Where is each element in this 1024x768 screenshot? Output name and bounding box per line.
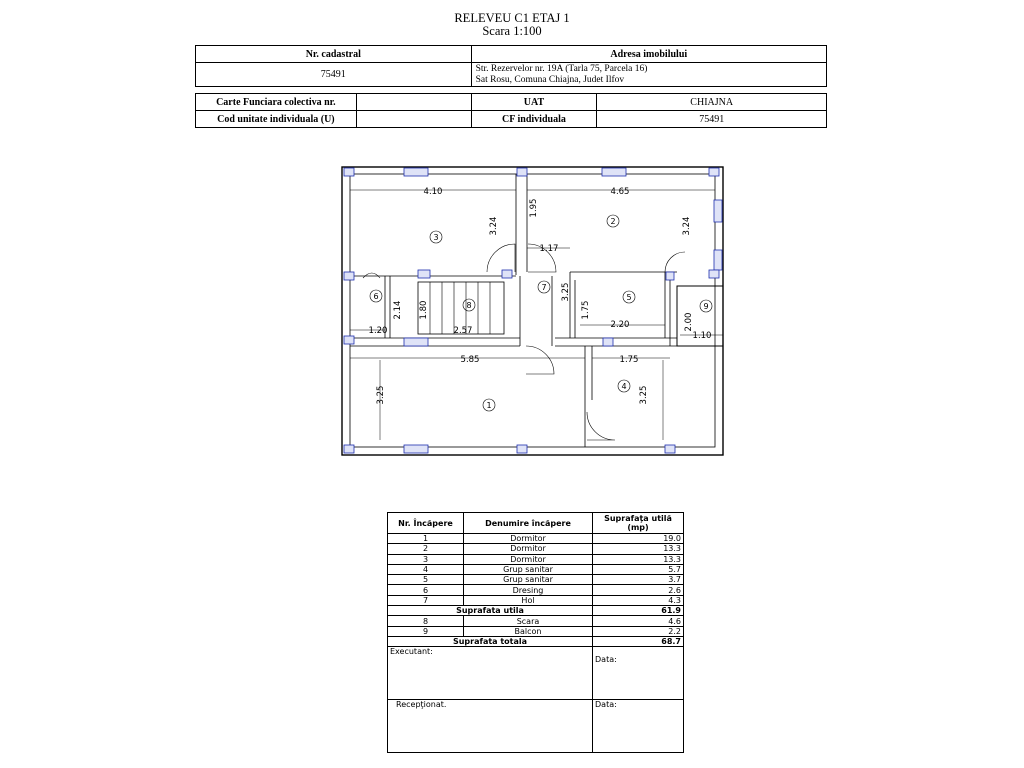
dim-label: 1.10 (692, 331, 712, 341)
address-value (471, 63, 826, 87)
reception-label: Recepţionat. (388, 700, 593, 753)
door-swing (526, 346, 554, 374)
column-block (344, 272, 354, 280)
cadastral-number-label: Nr. cadastral (196, 46, 472, 63)
room-name: Grup sanitar (464, 564, 593, 574)
room-number: 1 (486, 401, 492, 410)
address-label: Adresa imobilului (471, 46, 826, 63)
room-nr: 1 (388, 534, 464, 544)
header-room-number: Nr. Încăpere (388, 513, 464, 534)
room-area: 4.6 (593, 616, 684, 626)
column-block (666, 272, 674, 280)
room-name: Dormitor (464, 534, 593, 544)
room-number: 3 (433, 233, 439, 242)
column-block (344, 445, 354, 453)
table-row (388, 626, 684, 636)
floor-plan (330, 160, 730, 465)
executant-label: Executant: (388, 647, 593, 700)
address-line-1: Str. Rezervelor nr. 19A (Tarla 75, Parcela 16) (475, 63, 648, 74)
room-area: 5.7 (593, 564, 684, 574)
unit-code-label: Cod unitate individuala (U) (196, 111, 357, 128)
dim-label: 3.25 (561, 282, 571, 302)
dim-label: 2.20 (610, 320, 630, 330)
dim-label: 2.14 (393, 300, 403, 320)
door-swing (665, 252, 685, 272)
dim-label: 1.20 (368, 326, 388, 336)
room-nr: 3 (388, 554, 464, 564)
useful-area-value: 61.9 (593, 606, 684, 616)
door-swing (587, 412, 615, 440)
room-nr: 6 (388, 585, 464, 595)
dim-label: 4.10 (423, 187, 443, 197)
table-row (388, 585, 684, 595)
room-name: Scara (464, 616, 593, 626)
cf-individual-value: 75491 (597, 111, 827, 128)
door-swing (363, 273, 380, 278)
dim-label: 1.17 (539, 244, 559, 254)
window-block (714, 200, 722, 222)
rooms-table-header (388, 513, 684, 534)
cf-collective-label: Carte Funciara colectiva nr. (196, 94, 357, 111)
room-nr: 4 (388, 564, 464, 574)
window-block (404, 445, 428, 453)
room-nr: 5 (388, 575, 464, 585)
dim-label: 2.00 (684, 312, 694, 332)
column-block (517, 445, 527, 453)
room-area: 4.3 (593, 595, 684, 605)
room-nr: 9 (388, 626, 464, 636)
dim-label: 3.24 (489, 216, 499, 236)
address-line-2: Sat Rosu, Comuna Chiajna, Judet Ilfov (475, 74, 625, 85)
column-block (603, 338, 613, 346)
executant-date-label: Data: (593, 647, 684, 700)
dim-label: 5.85 (460, 355, 480, 365)
column-block (344, 336, 354, 344)
dim-label: 1.95 (529, 198, 539, 218)
room-area: 19.0 (593, 534, 684, 544)
column-block (665, 445, 675, 453)
total-area-row (388, 636, 684, 646)
room-area: 2.6 (593, 585, 684, 595)
table-row (388, 554, 684, 564)
dim-label: 2.57 (453, 326, 473, 336)
room-area: 2.2 (593, 626, 684, 636)
total-area-label: Suprafata totala (388, 636, 593, 646)
dim-label: 3.25 (376, 385, 386, 405)
room-name: Dormitor (464, 554, 593, 564)
room-name: Hol (464, 595, 593, 605)
room-area: 3.7 (593, 575, 684, 585)
room-nr: 2 (388, 544, 464, 554)
cadastral-number-value: 75491 (196, 63, 472, 87)
column-block (709, 168, 719, 176)
room-number: 7 (541, 283, 547, 292)
dim-label: 3.25 (639, 385, 649, 405)
room-name: Balcon (464, 626, 593, 636)
room-area: 13.3 (593, 554, 684, 564)
dim-label: 1.75 (581, 300, 591, 320)
dim-label: 1.75 (619, 355, 639, 365)
room-area: 13.3 (593, 544, 684, 554)
table-row (388, 575, 684, 585)
room-number: 5 (626, 293, 632, 302)
cf-collective-value (356, 94, 471, 111)
reception-date-label: Data: (593, 700, 684, 753)
header-room-name: Denumire încăpere (464, 513, 593, 534)
room-nr: 8 (388, 616, 464, 626)
table-row (388, 595, 684, 605)
dim-label: 4.65 (610, 187, 630, 197)
column-block (517, 168, 527, 176)
room-name: Dormitor (464, 544, 593, 554)
window-block (404, 338, 428, 346)
executant-row (388, 647, 684, 700)
cf-individual-label: CF individuala (471, 111, 597, 128)
document-title: RELEVEU C1 ETAJ 1 (454, 11, 570, 25)
table-row (388, 616, 684, 626)
column-block (502, 270, 512, 278)
room-name: Dresing (464, 585, 593, 595)
window-block (602, 168, 626, 176)
table-row (388, 564, 684, 574)
door-swing (487, 244, 515, 272)
cadastral-address-table (195, 45, 827, 87)
room-number: 9 (703, 302, 709, 311)
window-block (714, 250, 722, 270)
dim-label: 1.80 (419, 300, 429, 320)
uat-value: CHIAJNA (597, 94, 827, 111)
room-number: 8 (466, 301, 472, 310)
column-block (709, 270, 719, 278)
room-name: Grup sanitar (464, 575, 593, 585)
column-block (344, 168, 354, 176)
room-number: 4 (621, 382, 627, 391)
rooms-table (387, 512, 684, 753)
room-number: 6 (373, 292, 379, 301)
uat-label: UAT (471, 94, 597, 111)
table-row (388, 544, 684, 554)
document-scale: Scara 1:100 (482, 24, 542, 38)
table-row (388, 534, 684, 544)
window-block (404, 168, 428, 176)
land-book-table (195, 93, 827, 128)
column-block (418, 270, 430, 278)
room-nr: 7 (388, 595, 464, 605)
dim-label: 3.24 (682, 216, 692, 236)
header-room-area: Suprafaţa utilă (mp) (593, 513, 684, 534)
total-area-value: 68.7 (593, 636, 684, 646)
reception-row (388, 700, 684, 753)
useful-area-row (388, 606, 684, 616)
unit-code-value (356, 111, 471, 128)
room-number: 2 (610, 217, 616, 226)
useful-area-label: Suprafata utila (388, 606, 593, 616)
